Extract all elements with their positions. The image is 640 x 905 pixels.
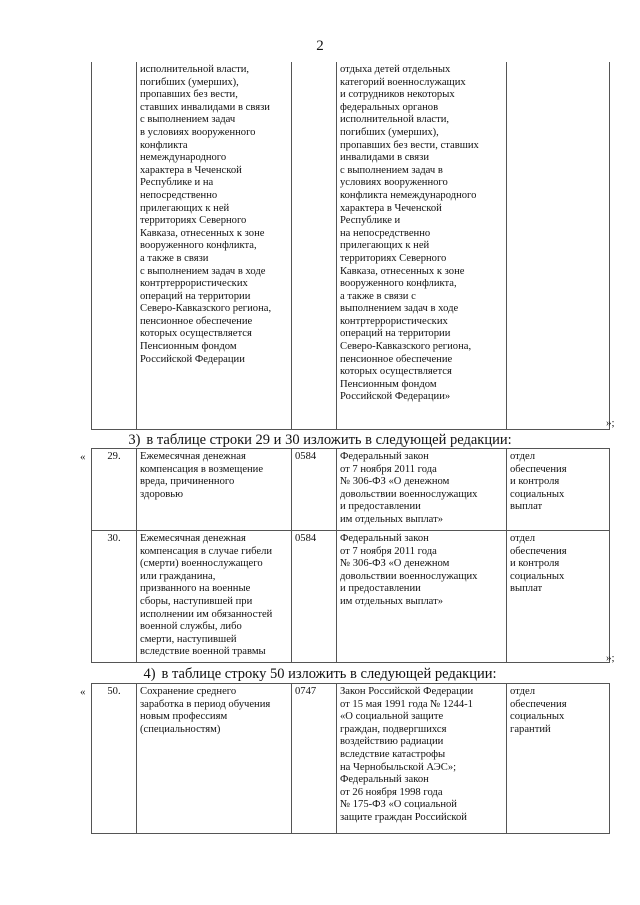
section-4-text: в таблице строку 50 изложить в следующей редакции:	[161, 666, 497, 682]
row-dept: отдел обеспечения социальных гарантий	[507, 684, 610, 834]
row-law: Федеральный закон от 7 ноября 2011 года № 306-ФЗ «О денежном довольствии военнослужащих и предоставлении им отдельных выплат»	[337, 531, 507, 663]
row-dept: отдел обеспечения и контроля социальных выплат	[507, 531, 610, 663]
open-quote: «	[80, 686, 86, 698]
table-row	[92, 684, 610, 834]
cell-law: отдыха детей отдельных категорий военнослужащих и сотрудников некоторых федеральных органов исполнительной власти, погибших (умерших), пропавших без вести, ставших инвалидами в связи с выполнением задач в условиях вооруженного конфликта немеждународного характера в Чеченской Республике и на непосредственно прилегающих к ней территориях Северного Кавказа, отнесенных к зоне вооруженного конфликта, а также в связи с выполнением задач в ходе контртеррористических операций на территории Северо-Кавказского региона, пенсионное обеспечение которых осуществляется Пенсионным фондом Российской Федерации»	[337, 62, 507, 429]
table-row	[92, 449, 610, 531]
row-code: 0584	[292, 449, 337, 531]
row-number: 30.	[92, 531, 137, 663]
open-quote: «	[80, 451, 86, 463]
table-continuation	[91, 62, 610, 430]
table-row	[92, 62, 610, 429]
row-name: Сохранение среднего заработка в период обучения новым профессиям (специальностям)	[137, 684, 292, 834]
row-number: 29.	[92, 449, 137, 531]
section-4-heading	[0, 666, 640, 683]
row-code: 0584	[292, 531, 337, 663]
table-row-50	[91, 683, 610, 834]
row-name: Ежемесячная денежная компенсация в возмещение вреда, причиненного здоровью	[137, 449, 292, 531]
table-row	[92, 531, 610, 663]
close-quote: »;	[606, 652, 615, 664]
table-rows-29-30	[91, 448, 610, 663]
section-4-number: 4)	[143, 666, 156, 682]
row-code: 0747	[292, 684, 337, 834]
cell-code	[292, 62, 337, 429]
page-number: 2	[316, 38, 324, 54]
close-quote: »;	[606, 417, 615, 429]
section-3-text: в таблице строки 29 и 30 изложить в следующей редакции:	[146, 432, 512, 448]
row-name: Ежемесячная денежная компенсация в случае гибели (смерти) военнослужащего или гражданина, призванного на военные сборы, наступившей при исполнении им обязанностей военной службы, либо смерти, наступившей вследствие военной травмы	[137, 531, 292, 663]
row-law: Закон Российской Федерации от 15 мая 1991 года № 1244-1 «О социальной защите граждан, подвергшихся воздействию радиации вследствие катастрофы на Чернобыльской АЭС»; Федеральный закон от 26 ноября 1998 года № 175-ФЗ «О социальной защите граждан Российской	[337, 684, 507, 834]
row-dept: отдел обеспечения и контроля социальных выплат	[507, 449, 610, 531]
cell-num	[92, 62, 137, 429]
row-number: 50.	[92, 684, 137, 834]
cell-name: исполнительной власти, погибших (умерших), пропавших без вести, ставших инвалидами в связи с выполнением задач в условиях вооруженного конфликта немеждународного характера в Чеченской Республике и на непосредственно прилегающих к ней территориях Северного Кавказа, отнесенных к зоне вооруженного конфликта, а также в связи с выполнением задач в ходе контртеррористических операций на территории Северо-Кавказского региона, пенсионное обеспечение которых осуществляется Пенсионным фондом Российской Федерации	[137, 62, 292, 429]
row-law: Федеральный закон от 7 ноября 2011 года № 306-ФЗ «О денежном довольствии военнослужащих и предоставлении им отдельных выплат»	[337, 449, 507, 531]
section-3-number: 3)	[128, 432, 141, 448]
section-3-heading	[0, 432, 640, 449]
cell-dept	[507, 62, 610, 429]
